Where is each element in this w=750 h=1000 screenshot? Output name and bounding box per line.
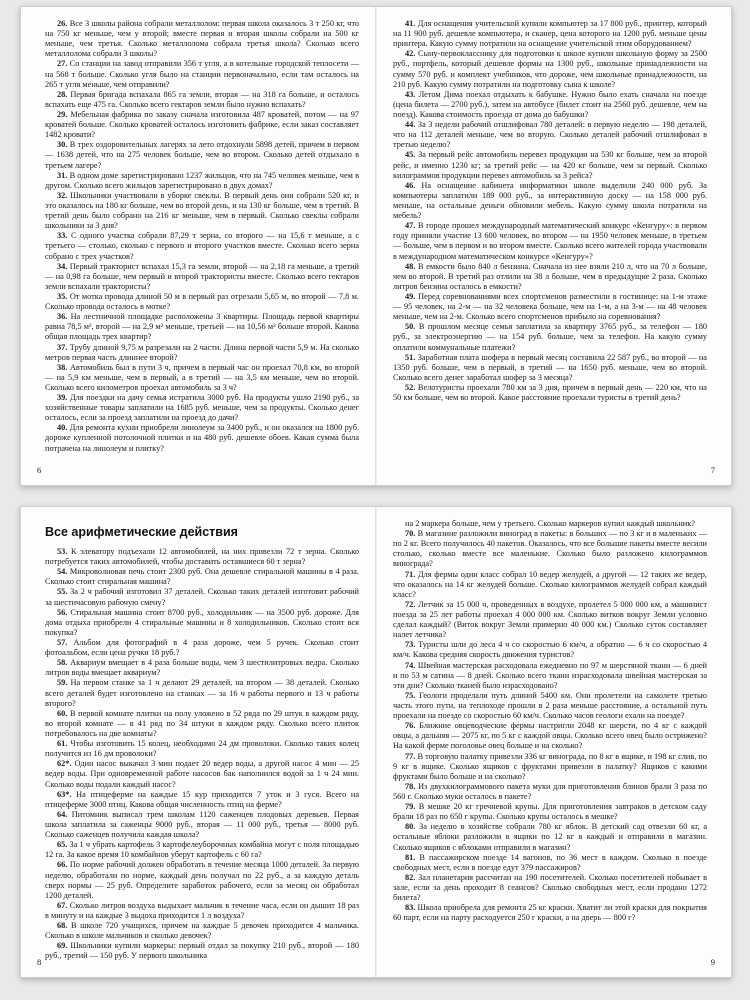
problem-paragraph bbox=[393, 661, 707, 691]
problem-text: В городе прошел международный математический конкурс «Кенгуру»: в первом году приняли участие 13 600 человек, во втором — на 1950 человек меньше, в третьем — больше, чем в первом и во втором вместе. Сколько всего жителей города участвовали в международном математическом конкурсе «Кенгуру»? bbox=[393, 221, 707, 261]
problem-text: Велотуристы проехали 780 км за 3 дня, причем в первый день — 220 км, что на 50 км больше, чем во второй. Какое расстояние проехали туристы в третий день? bbox=[393, 382, 707, 403]
problem-number: 61. bbox=[57, 739, 68, 749]
problem-paragraph bbox=[393, 903, 707, 923]
problem-number: 34. bbox=[57, 261, 68, 271]
problem-text: Стиральная машина стоит 8700 руб., холодильник — на 3500 руб. дороже. Для дома отдыха приобрели 4 стиральные машины и 8 холодильников. Сколько стоит вся покупка? bbox=[45, 607, 359, 637]
problem-number: 71. bbox=[405, 569, 416, 579]
problem-text: Туристы шли до леса 4 ч со скоростью 6 км/ч, а обратно — 6 ч со скоростью 4 км/ч. Какова средняя скорость движения туристов? bbox=[393, 640, 707, 660]
problem-paragraph bbox=[45, 810, 359, 840]
problem-number: 55. bbox=[57, 587, 68, 597]
problem-text: Все 3 школы района собрали металлолом: первая школа оказалось 3 т 250 кг, что на 750 кг меньше, чем у второй; вместе первая и вторая школы собрали на 500 кг меньше, чем третья. Сколько металлолома собрала третья школа? Сколько всего металлолома собрали 3 школы? bbox=[45, 19, 360, 59]
problem-paragraph bbox=[393, 853, 707, 873]
problem-number: 51. bbox=[405, 352, 416, 362]
problem-number: 59. bbox=[57, 678, 68, 688]
section-heading: Все арифметические действия bbox=[45, 525, 238, 539]
problem-number: 49. bbox=[405, 291, 416, 301]
problem-text: В торговую палатку привезли 336 кг винограда, по 8 кг в ящике, и 198 кг слив, по 9 кг в ящике. Сколько ящиков с фруктами привезли в палатку? Ящиков с какими фруктами было больше и на сколько? bbox=[393, 751, 708, 781]
problem-paragraph bbox=[45, 901, 359, 921]
page-right bbox=[377, 7, 731, 485]
problem-text: Швейная мастерская расходовала ежедневно по 97 м шерстяной ткани — 6 дней и по 53 м сатина — 8 дней. Сколько всего ткани израсходовала швейная мастерская за эти дни? Сколько тканей было израсходовано? bbox=[393, 660, 708, 690]
problem-text: В пассажирском поезде 14 вагонов, по 36 мест в каждом. Сколько в поезде свободных мест, если в поезде едут 379 пассажиров? bbox=[393, 852, 707, 872]
problem-text: Для фермы один класс собрал 10 ведер желудей, а другой — 12 таких же ведер, что оказалось на 14 кг желудей больше. Сколько килограммов желудей собрал каждый класс? bbox=[393, 569, 707, 599]
page-left bbox=[21, 7, 375, 485]
problem-number: 67. bbox=[57, 900, 68, 910]
problem-text: За 1 ч убрать картофель 3 картофелеуборочных комбайна могут с поля площадью 12 га. За какое время 10 комбайнов уберут картофель с 60 га? bbox=[45, 840, 360, 860]
page-number: 6 bbox=[37, 465, 42, 475]
problem-paragraph bbox=[393, 90, 707, 120]
problem-number: 65. bbox=[57, 840, 68, 850]
problem-text: На птицеферме на каждые 15 кур приходится 7 уток и 3 гуся. Всего на птицеферме 3000 птиц. Какова общая численность птиц на ферме? bbox=[45, 789, 359, 809]
problem-number: 64. bbox=[57, 809, 68, 819]
problem-number: 68. bbox=[57, 921, 68, 931]
problem-text: Школьники купили маркеры: первый отдал за покупку 210 руб., второй — 180 руб., третий — 150 руб. У первого школьника bbox=[45, 941, 359, 961]
problem-text: Чтобы изготовить 15 колец, необходимо 24 дм проволоки. Сколько таких колец получится из 16 дм проволоки? bbox=[45, 739, 359, 759]
problem-number: 29. bbox=[57, 109, 68, 119]
problem-paragraph bbox=[393, 873, 707, 903]
problem-paragraph bbox=[45, 292, 359, 312]
page-number: 9 bbox=[710, 957, 715, 967]
problem-text: От мотка провода длиной 50 м в первый раз отрезали 5,65 м, во второй — 7,8 м. Сколько провода осталось в мотке? bbox=[45, 291, 359, 312]
problem-text: На лестничной площадке расположены 3 квартиры. Площадь первой квартиры равна 78,5 м², второй — на 2,9 м² меньше, третьей — на 10,56 м² больше второй. Какова общая площадь трех квартир? bbox=[45, 312, 359, 342]
problem-paragraph bbox=[45, 171, 359, 191]
problem-paragraph bbox=[45, 59, 359, 89]
problem-text: Для ремонта кухни приобрели линолеум за 3400 руб., и он оказался на 1800 руб. дороже купленной потолочной плитки и на 480 руб. дешевле обоев. Какая сумма была потрачена на линолеум и плитку? bbox=[45, 423, 360, 453]
problem-number: 42. bbox=[405, 49, 416, 59]
problem-paragraph bbox=[45, 840, 359, 860]
problem-paragraph bbox=[393, 600, 707, 640]
problem-number: 72. bbox=[405, 599, 416, 609]
problem-text: Зал планетария рассчитан на 190 посетителей. Сколько посетителей побывает в зале, если за день проходит 8 сеансов? Сколько свободных мест, если продано 1272 билета? bbox=[393, 872, 707, 903]
problem-number: 52. bbox=[405, 382, 416, 392]
problem-number: 83. bbox=[405, 903, 416, 913]
problem-paragraph bbox=[45, 312, 359, 342]
page-right bbox=[377, 507, 731, 977]
problem-number: 77. bbox=[405, 751, 416, 761]
problem-number: 44. bbox=[405, 120, 416, 130]
page-left bbox=[21, 507, 375, 977]
problem-text: За 2 ч рабочий изготовил 37 деталей. Сколько таких деталей изготовит рабочий за шестичасовую рабочую смену? bbox=[45, 587, 359, 607]
problem-text: Сыну-первокласснику для подготовки к школе купили школьную форму за 2500 руб., портфель, который дешевле формы на 1300 руб., школьные принадлежности на сумму 570 руб. и комплект учебников, что дороже, чем школьные принадлежности, на 210 руб. Какую сумму потратили на подготовку сына к школе? bbox=[393, 49, 707, 89]
book-spread-pages-6-7 bbox=[20, 6, 732, 486]
problem-paragraph bbox=[45, 567, 359, 587]
problem-text: Для оснащения учительской купили компьютер за 17 800 руб., принтер, который на 11 900 руб. дешевле компьютера, и сканер, цена которого на 1200 руб. меньше цены принтера. Какую сумму потратили на оснащение учительской этим оборудованием? bbox=[393, 19, 707, 49]
problem-number: 80. bbox=[405, 822, 416, 832]
problem-number: 48. bbox=[405, 261, 416, 271]
problem-paragraph bbox=[393, 822, 707, 852]
problem-paragraph bbox=[45, 739, 359, 759]
problem-text: Первый тракторист вспахал 15,3 га земли, второй — на 2,18 га меньше, а третий — на 0,98 га больше, чем первый и второй трактористы вместе. Сколько всего гектаров земли вспахали трактористы? bbox=[45, 261, 360, 291]
problem-paragraph bbox=[393, 691, 707, 721]
problem-number: 37. bbox=[57, 342, 68, 352]
problem-number: 41. bbox=[405, 19, 416, 28]
problem-text: За 3 недели рабочий отшлифовал 780 деталей: в первую неделю — 198 деталей, что на 112 деталей меньше, чем во вторую. Сколько деталей рабочий отшлифовал в третью неделю? bbox=[393, 120, 707, 150]
problem-paragraph bbox=[45, 638, 359, 658]
problem-paragraph bbox=[45, 759, 359, 789]
problem-text: В магазине разложили виноград в пакеты: в больших — по 3 кг и в маленьких — по 2 кг. Всего получилось 40 пакетов. Оказалось, что все большие пакеты вместе весили столько, сколько вместе все маленькие. Сколько было разложено килограммов винограда? bbox=[393, 529, 708, 569]
problem-paragraph bbox=[45, 941, 359, 961]
problem-text: Аквариум вмещает в 4 раза больше воды, чем 3 шестилитровых ведра. Сколько литров воды вмещает аквариум? bbox=[45, 658, 359, 678]
problem-text: Первая бригада вспахала 865 га земли, вторая — на 318 га больше, и осталось вспахать еще 475 га. Сколько всего гектаров земли было нужно вспахать? bbox=[45, 89, 359, 109]
problem-number: 62*. bbox=[57, 759, 72, 769]
problem-paragraph bbox=[393, 49, 707, 89]
problem-paragraph bbox=[45, 608, 359, 638]
problem-number: 78. bbox=[405, 781, 416, 791]
problem-text: В школе 720 учащихся, причем на каждые 5 девочек приходится 4 мальчика. Сколько в школе мальчиков и сколько девочек? bbox=[45, 921, 359, 941]
problem-number: 60. bbox=[57, 708, 68, 718]
problem-number: 27. bbox=[57, 59, 68, 69]
problem-paragraph bbox=[45, 191, 359, 231]
problem-number: 82. bbox=[405, 872, 416, 882]
problem-list bbox=[45, 547, 359, 961]
problem-text: Мебельная фабрика по заказу сначала изготовила 487 кроватей, потом — на 97 кроватей больше. Сколько кроватей осталось изготовить фабрике, если заказ составляет 1482 кровати? bbox=[45, 109, 359, 140]
problem-paragraph bbox=[45, 140, 359, 170]
problem-text: Перед соревнованиями всех спортсменов разместили в гостинице: на 1-м этаже — 95 человек, на 2-м — на 32 человека больше, чем на 1-м, а на 3-м — на 48 человек меньше, чем на 2-м. Сколько всего спортсменов прибыло на соревнования? bbox=[393, 291, 707, 322]
problem-number: 53. bbox=[57, 547, 68, 556]
problem-number: 43. bbox=[405, 89, 416, 99]
problem-number: 70. bbox=[405, 529, 416, 539]
problem-number: 66. bbox=[57, 860, 68, 870]
problem-paragraph bbox=[393, 262, 707, 292]
problem-paragraph bbox=[393, 752, 707, 782]
problem-text: Школа приобрела для ремонта 25 кг краски. Хватит ли этой краски для покрытия 60 парт, если на парту расходуется 250 г краски, а на дверь — 800 г? bbox=[393, 903, 707, 923]
problem-paragraph bbox=[45, 110, 359, 140]
problem-text: Школьники участвовали в уборке свеклы. В первый день они собрали 520 кг, и это оказалось на 180 кг больше, чем во второй день, и на 130 кг больше, чем в третий. В третий день было собрано на 216 кг меньше, чем в первый. Сколько свеклы собрали школьники за 3 дня? bbox=[45, 190, 359, 231]
problem-number: 46. bbox=[405, 180, 416, 190]
problem-text: Микроволновая печь стоит 2300 руб. Она дешевле стиральной машины в 4 раза. Сколько стоит стиральная машина? bbox=[45, 567, 359, 587]
problem-number: 45. bbox=[405, 150, 416, 160]
problem-text: Один насос выкачал 3 мин подает 20 ведер воды, а другой насос 4 мин — 25 ведер воды. При одновременной работе насосов бак наполнился водой за 1 ч 24 мин. Сколько воды подали каждый насос? bbox=[45, 759, 359, 789]
problem-text: Ближние овцеводческие фермы настригли 2048 кг шерсти, по 4 кг с каждой овцы, а дальняя — 2075 кг, по 5 кг с каждой овцы. Сколько всего овец было острижено? На какой ферме поголовье овец больше и на сколько? bbox=[393, 721, 707, 751]
problem-paragraph bbox=[393, 292, 707, 322]
problem-paragraph bbox=[45, 587, 359, 607]
problem-text: К элеватору подъехали 12 автомобилей, на них привезли 72 т зерна. Сколько потребуется таких автомобилей, чтобы доставить оставшиеся 60 т зерна? bbox=[45, 547, 360, 567]
problem-number: 63*. bbox=[57, 789, 72, 799]
problem-paragraph bbox=[393, 181, 707, 221]
problem-paragraph bbox=[393, 640, 707, 660]
problem-paragraph bbox=[45, 363, 359, 393]
problem-paragraph bbox=[45, 921, 359, 941]
problem-paragraph bbox=[393, 221, 707, 261]
problem-text: На оснащение кабинета информатики школе выделили 240 000 руб. За компьютеры заплатили 189 000 руб., за интерактивную доску — на 158 000 руб. меньше, на остальные деньги обновили мебель. Какую сумму школа потратила на мебель? bbox=[393, 180, 707, 221]
problem-paragraph bbox=[393, 19, 707, 49]
book-spread-pages-8-9 bbox=[20, 506, 732, 978]
problem-text: Питомник выписал трем школам 1120 саженцев плодовых деревьев. Первая школа заплатила за саженцы 9000 руб., вторая — 11 000 руб., третья — 8000 руб. Сколько саженцев получила каждая школа? bbox=[45, 809, 359, 840]
problem-text: Геологи проделали путь длиной 5400 км. Они пролетели на самолете третью часть этого пути, на теплоходе прошли в 2 раза меньше расстояние, а остальной путь проехали на поезде со скоростью 60 км/ч. Сколько часов геологи ехали на поезде? bbox=[393, 690, 707, 721]
problem-paragraph bbox=[45, 423, 359, 453]
problem-text: В прошлом месяце семья заплатила за квартиру 3765 руб., за телефон — 180 руб., за электроэнергию — на 154 руб. больше, чем за телефон. На какую сумму оплатили коммунальные платежи? bbox=[393, 322, 707, 352]
problem-paragraph bbox=[45, 231, 359, 261]
problem-number: 28. bbox=[57, 89, 68, 99]
problem-text: Для поездки на дачу семья истратила 3000 руб. На продукты ушло 2190 руб., за хозяйственные товары заплатили на 1685 руб. меньше, чем за продукты. Сколько денег осталось, если за проезд заплатили на проезд до дачи? bbox=[45, 393, 359, 423]
problem-number: 56. bbox=[57, 607, 68, 617]
problem-text: В емкости было 840 л бензина. Сначала из нее взяли 210 л, что на 70 л больше, чем во второй. В третий раз отлили на 38 л больше, чем в предыдущие 2 раза. Сколько литров бензина осталось в емкости? bbox=[393, 261, 708, 291]
problem-text: Заработная плата шофера в первый месяц составила 22 587 руб., во второй — на 1350 руб. больше, чем в первый, в третий — на 1650 руб. меньше, чем во второй. Сколько всего денег заработал шофер за 3 месяца? bbox=[393, 352, 707, 382]
problem-paragraph bbox=[45, 658, 359, 678]
page-number: 8 bbox=[37, 957, 42, 967]
problem-text: С одного участка собрали 87,29 т зерна, со второго — на 15,6 т меньше, а с третьего — столько, сколько с первого и второго участков вместе. Сколько всего зерна собрано с трех участков? bbox=[45, 231, 360, 261]
problem-paragraph bbox=[393, 519, 707, 529]
problem-number: 30. bbox=[57, 140, 68, 150]
problem-number: 73. bbox=[405, 640, 416, 650]
problem-paragraph bbox=[393, 322, 707, 352]
problem-paragraph bbox=[393, 802, 707, 822]
problem-number: 81. bbox=[405, 852, 416, 862]
problem-paragraph bbox=[393, 782, 707, 802]
problem-number: 69. bbox=[57, 941, 68, 951]
problem-paragraph bbox=[393, 529, 707, 569]
problem-text: За неделю в хозяйстве собрали 780 кг яблок. В детский сад отвезли 60 кг, а остальные яблоки разложили в ящики по 12 кг в каждый и отправили в магазин. Сколько ящиков с яблоками отправили в магазин? bbox=[393, 822, 707, 852]
problem-paragraph bbox=[45, 393, 359, 423]
problem-text: В одном доме зарегистрировано 1237 жильцов, что на 745 человек меньше, чем в другом. Сколько всего жильцов зарегистрировано в двух домах? bbox=[45, 170, 359, 190]
page-number: 7 bbox=[710, 465, 715, 475]
problem-text: на 2 маркера больше, чем у третьего. Сколько маркеров купил каждый школьник? bbox=[405, 519, 695, 528]
problem-number: 76. bbox=[405, 721, 416, 731]
problem-number: 40. bbox=[57, 423, 68, 433]
problem-text: На первом станке за 1 ч делают 29 деталей, на втором — 38 деталей. Сколько всего деталей будет изготовлено на станках — за 16 ч работы первого и 13 ч работы второго? bbox=[45, 678, 359, 708]
problem-text: Из двухкилограммового пакета муки для приготовления блинов брали 3 раза по 560 г. Сколько муки осталось в пакете? bbox=[393, 781, 707, 801]
problem-paragraph bbox=[393, 120, 707, 150]
problem-text: Сколько литров воздуха выдыхает мальчик в течение часа, если он дышит 18 раз в минуту и на каждые 3 выдоха приходится 1 л воздуха? bbox=[45, 900, 359, 920]
problem-paragraph bbox=[393, 570, 707, 600]
problem-text: За первый рейс автомобиль перевез продукции на 530 кг больше, чем за второй рейс, и именно 1230 кг; за третий рейс — на 420 кг больше, чем за первый. Сколько килограммов продукции перевез автомобиль за 3 рейса? bbox=[393, 150, 707, 180]
problem-number: 36. bbox=[57, 312, 68, 322]
problem-number: 54. bbox=[57, 567, 68, 577]
problem-list bbox=[393, 19, 707, 403]
problem-paragraph bbox=[45, 860, 359, 900]
problem-text: Летом Дима поехал отдыхать к бабушке. Нужно было ехать сначала на поезде (цена билета — 2700 руб.), затем на автобусе (билет стоит на 2560 руб. дешевле, чем на поезд). Какова стоимость проезда от дома до бабушки? bbox=[393, 89, 707, 119]
problem-number: 32. bbox=[57, 190, 68, 200]
problem-list bbox=[393, 519, 707, 923]
problem-paragraph bbox=[393, 150, 707, 180]
problem-number: 79. bbox=[405, 802, 416, 812]
problem-text: Трубу длиной 9,75 м разрезали на 2 части. Длина первой части 5,9 м. На сколько метров первая часть длиннее второй? bbox=[45, 342, 360, 362]
problem-paragraph bbox=[45, 547, 359, 567]
problem-text: Автомобиль был в пути 3 ч, причем в первый час он проехал 70,8 км, во второй — на 5,9 км меньше, чем в первый, а в третий — на 3,5 км меньше, чем во второй. Сколько всего километров проехал автомобиль за 3 ч? bbox=[45, 362, 360, 392]
problem-text: По норме рабочий должен обработать в течение месяца 1000 деталей. За первую неделю, обработали по норме, каждый день получал по 22 руб., а за каждую деталь сверх нормы — 25 руб. Определите заработок рабочего, если за месяц он обработал 1200 деталей. bbox=[45, 860, 360, 900]
problem-number: 58. bbox=[57, 658, 68, 668]
problem-number: 50. bbox=[405, 322, 416, 332]
problem-number: 33. bbox=[57, 231, 68, 241]
problem-number: 31. bbox=[57, 170, 68, 180]
problem-number: 47. bbox=[405, 221, 416, 231]
problem-number: 38. bbox=[57, 362, 68, 372]
problem-paragraph bbox=[393, 383, 707, 403]
problem-text: В трех оздоровительных лагерях за лето отдохнули 5898 детей, причем в первом — 1638 детей, что на 275 человек больше, чем во втором. Сколько детей отдыхало в третьем лагере? bbox=[45, 140, 359, 170]
problem-text: Летчик за 15 000 ч, проведенных в воздухе, пролетел 5 000 000 км, а машинист поезда за 25 лет работы проехал 4 000 000 км. Сколько витков вокруг Земли условно сделал каждый? (Виток вокруг Земли примерно 40 000 км.) Сколько суток составляет налет летчика? bbox=[393, 599, 707, 640]
problem-paragraph bbox=[393, 353, 707, 383]
problem-paragraph bbox=[45, 709, 359, 739]
problem-number: 35. bbox=[57, 291, 68, 301]
problem-paragraph bbox=[45, 262, 359, 292]
problem-text: В первой комнате плитки на полу уложено в 52 ряда по 29 штук в каждом ряду, во второй комнате — в 41 ряд по 34 штуки в каждом ряду. Сколько всего плиток потребовалось на две комнаты? bbox=[45, 708, 359, 738]
problem-paragraph bbox=[45, 343, 359, 363]
problem-number: 75. bbox=[405, 690, 416, 700]
problem-number: 26. bbox=[57, 19, 68, 28]
problem-number: 57. bbox=[57, 637, 68, 647]
problem-list bbox=[45, 19, 359, 454]
problem-paragraph bbox=[393, 721, 707, 751]
problem-text: Альбом для фотографий в 4 раза дороже, чем 5 ручек. Сколько стоит фотоальбом, если цена ручки 18 руб.? bbox=[45, 637, 359, 658]
problem-text: В мешке 20 кг гречневой крупы. Для приготовления завтраков в детском саду брали 18 раз по 650 г крупы. Сколько крупы осталось в мешке? bbox=[393, 802, 707, 822]
problem-paragraph bbox=[45, 790, 359, 810]
problem-text: Со станции на завод отправили 356 т угля, а в котельные городской теплосети — на 568 т больше. Сколько угля было на станции первоначально, если там осталось на 265 т угля меньше, чем отправили? bbox=[45, 59, 359, 89]
problem-paragraph bbox=[45, 678, 359, 708]
problem-number: 74. bbox=[405, 660, 416, 670]
problem-paragraph bbox=[45, 19, 359, 59]
problem-paragraph bbox=[45, 90, 359, 110]
problem-number: 39. bbox=[57, 393, 68, 403]
